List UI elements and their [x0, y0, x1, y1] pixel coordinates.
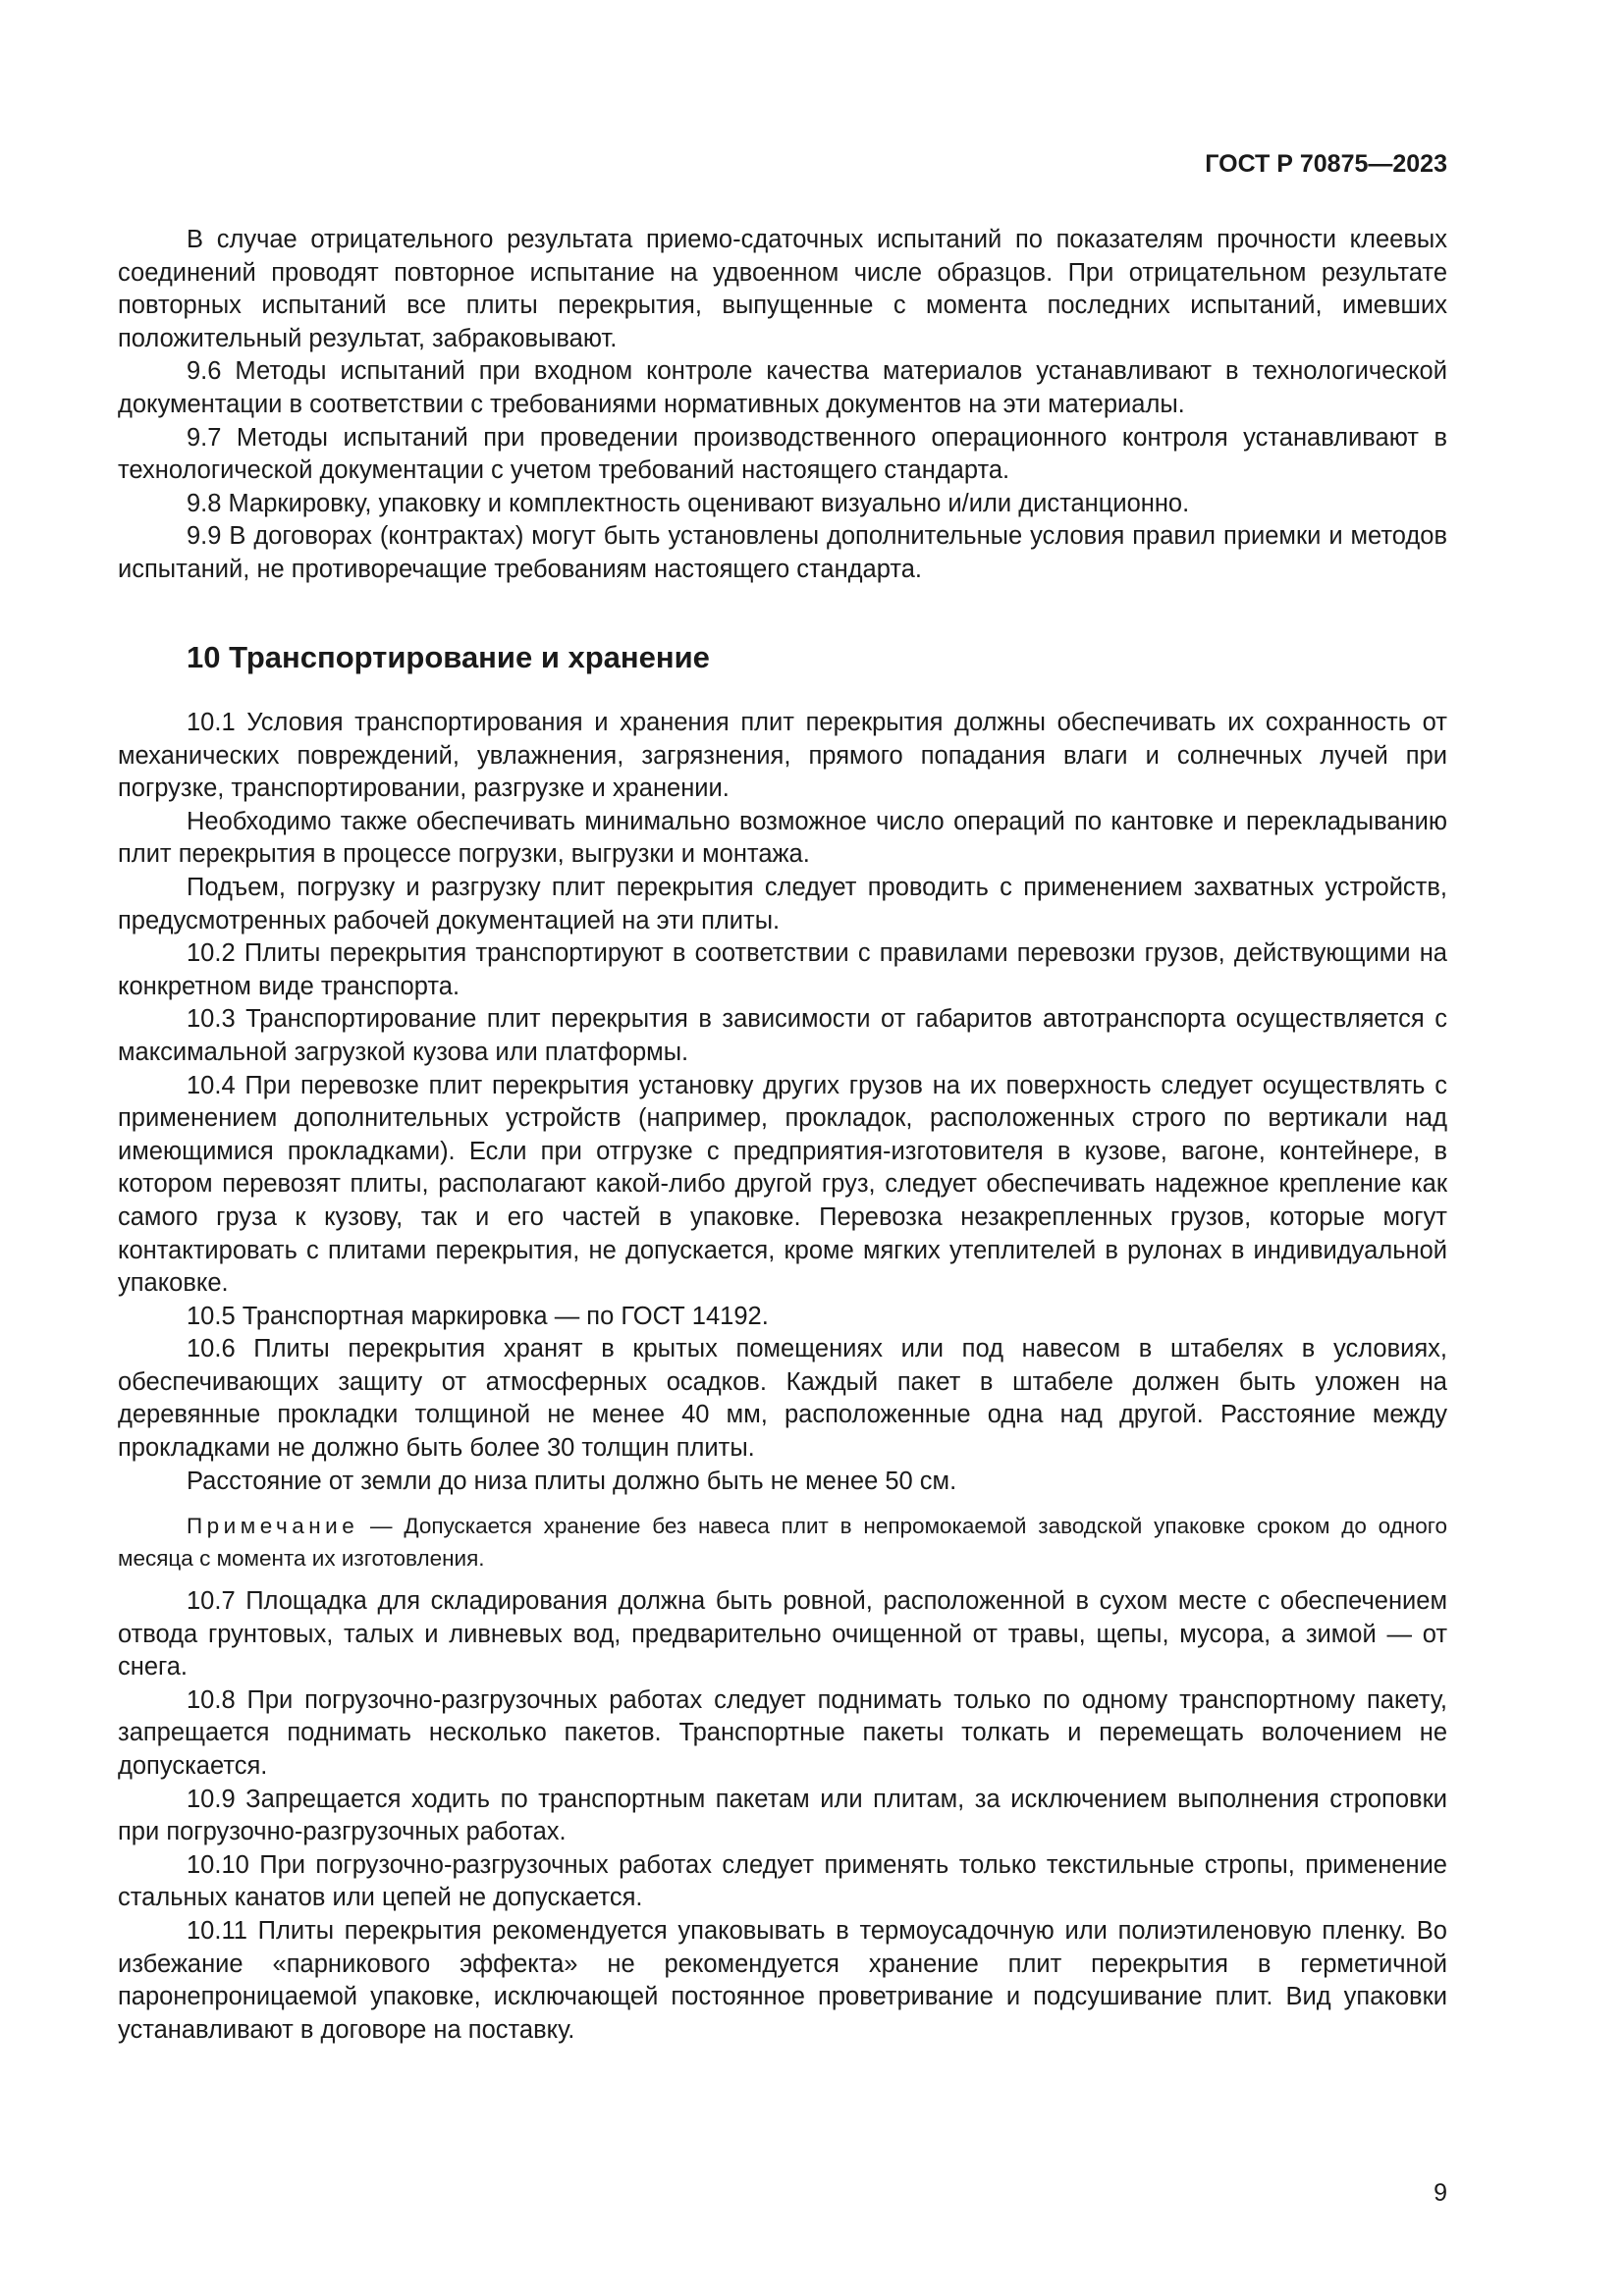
- document-header-standard-code: ГОСТ Р 70875—2023: [1205, 150, 1447, 178]
- note-block: [118, 1510, 1447, 1575]
- paragraph-9-6: 9.6 Методы испытаний при входном контроле качества материалов устанавливают в технологической документации в соответствии с требованиями нормативных документов на эти материалы.: [118, 357, 1447, 418]
- paragraph-9-9: 9.9 В договорах (контрактах) могут быть установлены дополнительные условия правил приемки и методов испытаний, не противоречащие требованиям настоящего стандарта.: [118, 522, 1447, 583]
- paragraph-10-6-cont: Расстояние от земли до низа плиты должно быть не менее 50 см.: [187, 1467, 957, 1495]
- paragraph-10-8: 10.8 При погрузочно-разгрузочных работах следует поднимать только по одному транспортному пакету, запрещается поднимать несколько пакетов. Транспортные пакеты толкать и перемещать волочением не допускается.: [118, 1685, 1447, 1780]
- paragraph-10-3: 10.3 Транспортирование плит перекрытия в зависимости от габаритов автотранспорта осуществляется с максимальной загрузкой кузова или платформы.: [118, 1005, 1447, 1066]
- paragraph-10-10: 10.10 При погрузочно-разгрузочных работах следует применять только текстильные стропы, применение стальных канатов или цепей не допускается.: [118, 1850, 1447, 1912]
- paragraph-10-1: 10.1 Условия транспортирования и хранения плит перекрытия должны обеспечивать их сохранность от механических повреждений, увлажнения, загрязнения, прямого попадания влаги и солнечных лучей при погрузке, транспортировании, разгрузке и хранении.: [118, 709, 1447, 803]
- paragraph-10-7: 10.7 Площадка для складирования должна быть ровной, расположенной в сухом месте с обеспечением отвода грунтовых, талых и ливневых вод, предварительно очищенной от травы, щепы, мусора, а зимой — от снега.: [118, 1587, 1447, 1682]
- paragraph-10-9: 10.9 Запрещается ходить по транспортным пакетам или плитам, за исключением выполнения строповки при погрузочно-разгрузочных работах.: [118, 1785, 1447, 1846]
- section-10-heading-wrap: [118, 633, 1447, 682]
- paragraph-9-8: 9.8 Маркировку, упаковку и комплектность оценивают визуально и/или дистанционно.: [187, 489, 1190, 517]
- section-10-body: [118, 707, 1447, 1498]
- note-label: Примечание: [187, 1514, 359, 1538]
- paragraph-retest-rule: В случае отрицательного результата приемо-сдаточных испытаний по показателям прочности клеевых соединений проводят повторное испытание на удвоенном числе образцов. При отрицательном результате повторных испытаний все плиты перекрытия, выпущенные с момента последних испытаний, имевших положительный результат, забраковывают.: [118, 226, 1447, 352]
- note-text: — Допускается хранение без навеса плит в непромокаемой заводской упаковке сроком до одного месяца с момента их изготовления.: [118, 1514, 1447, 1571]
- paragraph-10-1-cont-a: Необходимо также обеспечивать минимально возможное число операций по кантовке и перекладыванию плит перекрытия в процессе погрузки, выгрузки и монтажа.: [118, 807, 1447, 869]
- paragraph-9-7: 9.7 Методы испытаний при проведении производственного операционного контроля устанавливают в технологической документации с учетом требований настоящего стандарта.: [118, 423, 1447, 485]
- section-10-body-after-note: [118, 1585, 1447, 2047]
- paragraph-10-2: 10.2 Плиты перекрытия транспортируют в соответствии с правилами перевозки грузов, действующими на конкретном виде транспорта.: [118, 939, 1447, 1000]
- paragraph-10-6: 10.6 Плиты перекрытия хранят в крытых помещениях или под навесом в штабелях в условиях, обеспечивающих защиту от атмосферных осадков. Каждый пакет в штабеле должен быть уложен на деревянные прокладки толщиной не менее 40 мм, расположенные одна над другой. Расстояние между прокладками не должно быть более 30 толщин плиты.: [118, 1335, 1447, 1463]
- paragraph-10-11: 10.11 Плиты перекрытия рекомендуется упаковывать в термоусадочную или полиэтиленовую пленку. Во избежание «парникового эффекта» не рекомендуется хранение плит перекрытия в герметичной паронепроницаемой упаковке, исключающей постоянное проветривание и подсушивание плит. Вид упаковки устанавливают в договоре на поставку.: [118, 1916, 1447, 2044]
- paragraph-10-4: 10.4 При перевозке плит перекрытия установку других грузов на их поверхность следует осуществлять с применением дополнительных устройств (например, прокладок, расположенных строго по вертикали над имеющимися прокладками). Если при отгрузке с предприятия-изготовителя в кузове, вагоне, контейнере, в котором перевозят плиты, располагают какой-либо другой груз, следует обеспечивать надежное крепление как самого груза к кузову, так и его частей в упаковке. Перевозка незакрепленных грузов, которые могут контактировать с плитами перекрытия, не допускается, кроме мягких утеплителей в рулонах в индивидуальной упаковке.: [118, 1071, 1447, 1298]
- section-10-heading: 10 Транспортирование и хранение: [187, 640, 710, 674]
- page-number: 9: [1434, 2179, 1447, 2207]
- paragraph-10-1-cont-b: Подъем, погрузку и разгрузку плит перекрытия следует проводить с применением захватных устройств, предусмотренных рабочей документацией на эти плиты.: [118, 873, 1447, 934]
- section-9-tail: [118, 224, 1447, 587]
- paragraph-10-5: 10.5 Транспортная маркировка — по ГОСТ 14192.: [187, 1302, 769, 1330]
